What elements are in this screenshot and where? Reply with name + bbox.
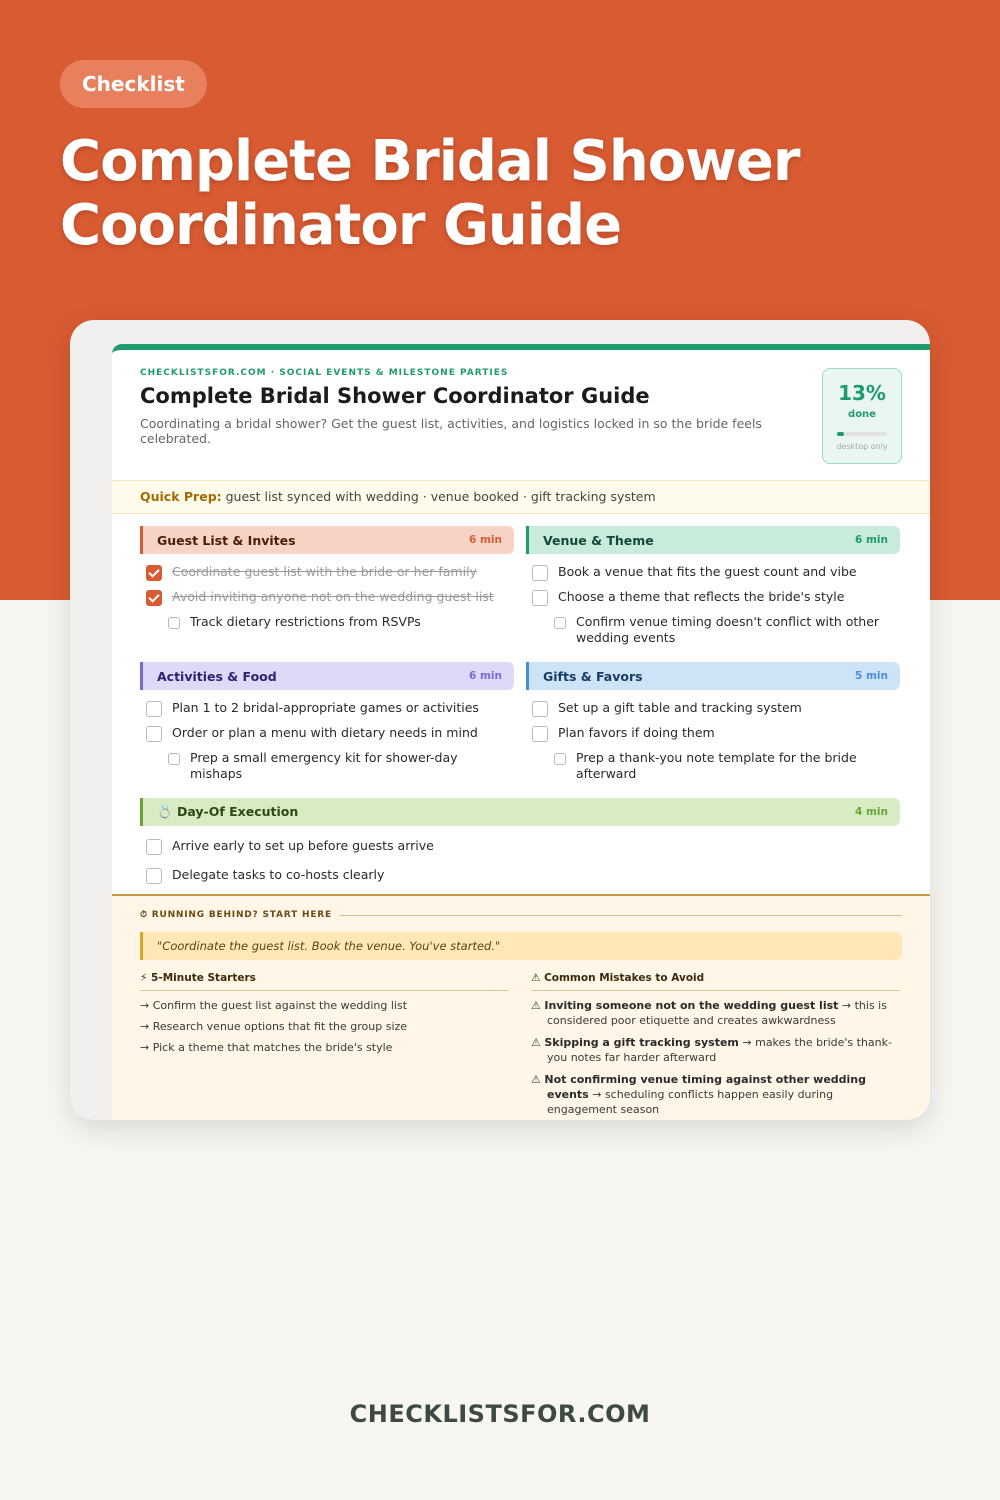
checkbox[interactable]	[146, 868, 162, 884]
checklist-badge: Checklist	[60, 60, 207, 108]
section-time: 5 min	[855, 670, 888, 682]
checklist-item[interactable]: Avoid inviting anyone not on the wedding guest list	[140, 585, 514, 610]
checklist-item[interactable]: Delegate tasks to co-hosts clearly	[140, 861, 526, 890]
checklist-subitem[interactable]: Prep a small emergency kit for shower-day mishaps	[140, 746, 514, 786]
checklist-item[interactable]: Set up a gift table and tracking system	[526, 696, 900, 721]
checkbox-checked[interactable]	[146, 590, 162, 606]
mistakes-column	[531, 972, 900, 1117]
ring-icon: 💍	[157, 804, 173, 819]
checkbox[interactable]	[146, 701, 162, 717]
section-time: 4 min	[855, 806, 888, 818]
progress-bar	[837, 432, 887, 436]
starters-title: ⚡ 5-Minute Starters	[140, 972, 509, 991]
section-time: 6 min	[469, 670, 502, 682]
quick-prep-label: Quick Prep:	[140, 489, 222, 504]
section-title: Venue & Theme	[543, 532, 654, 548]
starter-item: → Confirm the guest list against the wedding list	[140, 999, 408, 1012]
progress-card	[822, 368, 902, 464]
section-title: Activities & Food	[157, 668, 277, 684]
checkbox[interactable]	[532, 590, 548, 606]
section-time: 6 min	[855, 534, 888, 546]
checkbox[interactable]	[168, 617, 180, 629]
checkbox[interactable]	[532, 701, 548, 717]
page-subtitle: Coordinating a bridal shower? Get the guest list, activities, and logistics locked in so the bride feels celebrated.	[140, 416, 762, 446]
section-title: Guest List & Invites	[157, 532, 296, 548]
section-venue-theme	[526, 526, 900, 650]
starters-column	[140, 972, 509, 1117]
checklist-sheet	[112, 344, 930, 1120]
section-header	[526, 526, 900, 554]
checklist-item[interactable]: Choose a theme that reflects the bride's style	[526, 585, 900, 610]
checklist-item[interactable]: Order or plan a menu with dietary needs in mind	[140, 721, 514, 746]
sections-grid	[112, 514, 930, 948]
quick-prep-text: guest list synced with wedding · venue booked · gift tracking system	[225, 489, 656, 504]
section-header	[526, 662, 900, 690]
running-behind-panel	[112, 894, 930, 1120]
progress-bar-fill	[837, 432, 844, 436]
section-time: 6 min	[469, 534, 502, 546]
checkbox[interactable]	[146, 839, 162, 855]
device-frame	[70, 320, 930, 1120]
checklist-item[interactable]: Arrive early to set up before guests arrive	[140, 832, 526, 861]
checkbox[interactable]	[554, 753, 566, 765]
starter-item: → Research venue options that fit the group size	[140, 1020, 408, 1033]
mistake-item: ⚠ Inviting someone not on the wedding guest list → this is considered poor etiquette and creates awkwardness	[531, 999, 887, 1027]
checkbox[interactable]	[146, 726, 162, 742]
page-title: Complete Bridal Shower Coordinator Guide	[140, 384, 650, 408]
checklist-subitem[interactable]: Confirm venue timing doesn't conflict with other wedding events	[526, 610, 900, 650]
checklist-item[interactable]: Coordinate guest list with the bride or her family	[140, 560, 514, 585]
quick-prep-bar	[112, 480, 930, 514]
section-gifts-favors	[526, 662, 900, 786]
checklist-subitem[interactable]: Track dietary restrictions from RSVPs	[140, 610, 514, 634]
section-activities-food	[140, 662, 514, 786]
progress-percent: 13%	[838, 381, 886, 405]
checklist-item[interactable]: Book a venue that fits the guest count and vibe	[526, 560, 900, 585]
progress-note: desktop only	[836, 442, 888, 451]
starter-item: → Pick a theme that matches the bride's style	[140, 1041, 393, 1054]
sheet-header	[112, 350, 930, 480]
divider	[340, 915, 902, 916]
site-kicker: CHECKLISTSFOR.COM · SOCIAL EVENTS & MILESTONE PARTIES	[140, 368, 509, 378]
checkbox-checked[interactable]	[146, 565, 162, 581]
section-title: Gifts & Favors	[543, 668, 643, 684]
checkbox[interactable]	[532, 565, 548, 581]
hero-title: Complete Bridal Shower Coordinator Guide	[60, 129, 800, 258]
section-header	[140, 798, 900, 826]
checkbox[interactable]	[554, 617, 566, 629]
motivation-quote: "Coordinate the guest list. Book the venue. You've started."	[140, 932, 902, 960]
checklist-subitem[interactable]: Prep a thank-you note template for the bride afterward	[526, 746, 900, 786]
section-guest-list	[140, 526, 514, 650]
section-header	[140, 526, 514, 554]
checklist-item[interactable]: Plan 1 to 2 bridal-appropriate games or activities	[140, 696, 514, 721]
timer-icon: ⏱	[140, 910, 148, 920]
running-behind-title: ⏱ RUNNING BEHIND? START HERE	[140, 910, 902, 920]
checkbox[interactable]	[168, 753, 180, 765]
footer-brand[interactable]: CHECKLISTSFOR.COM	[349, 1400, 651, 1428]
mistake-item: ⚠ Skipping a gift tracking system → makes the bride's thank-you notes far harder afterward	[531, 1036, 892, 1064]
section-header	[140, 662, 514, 690]
mistake-item: ⚠ Not confirming venue timing against other wedding events → scheduling conflicts happen easily during engagement season	[531, 1073, 867, 1116]
mistakes-title: ⚠ Common Mistakes to Avoid	[531, 972, 900, 991]
checkbox[interactable]	[532, 726, 548, 742]
section-title: Day-Of Execution	[176, 804, 299, 819]
progress-done-label: done	[848, 409, 876, 420]
checklist-item[interactable]: Plan favors if doing them	[526, 721, 900, 746]
